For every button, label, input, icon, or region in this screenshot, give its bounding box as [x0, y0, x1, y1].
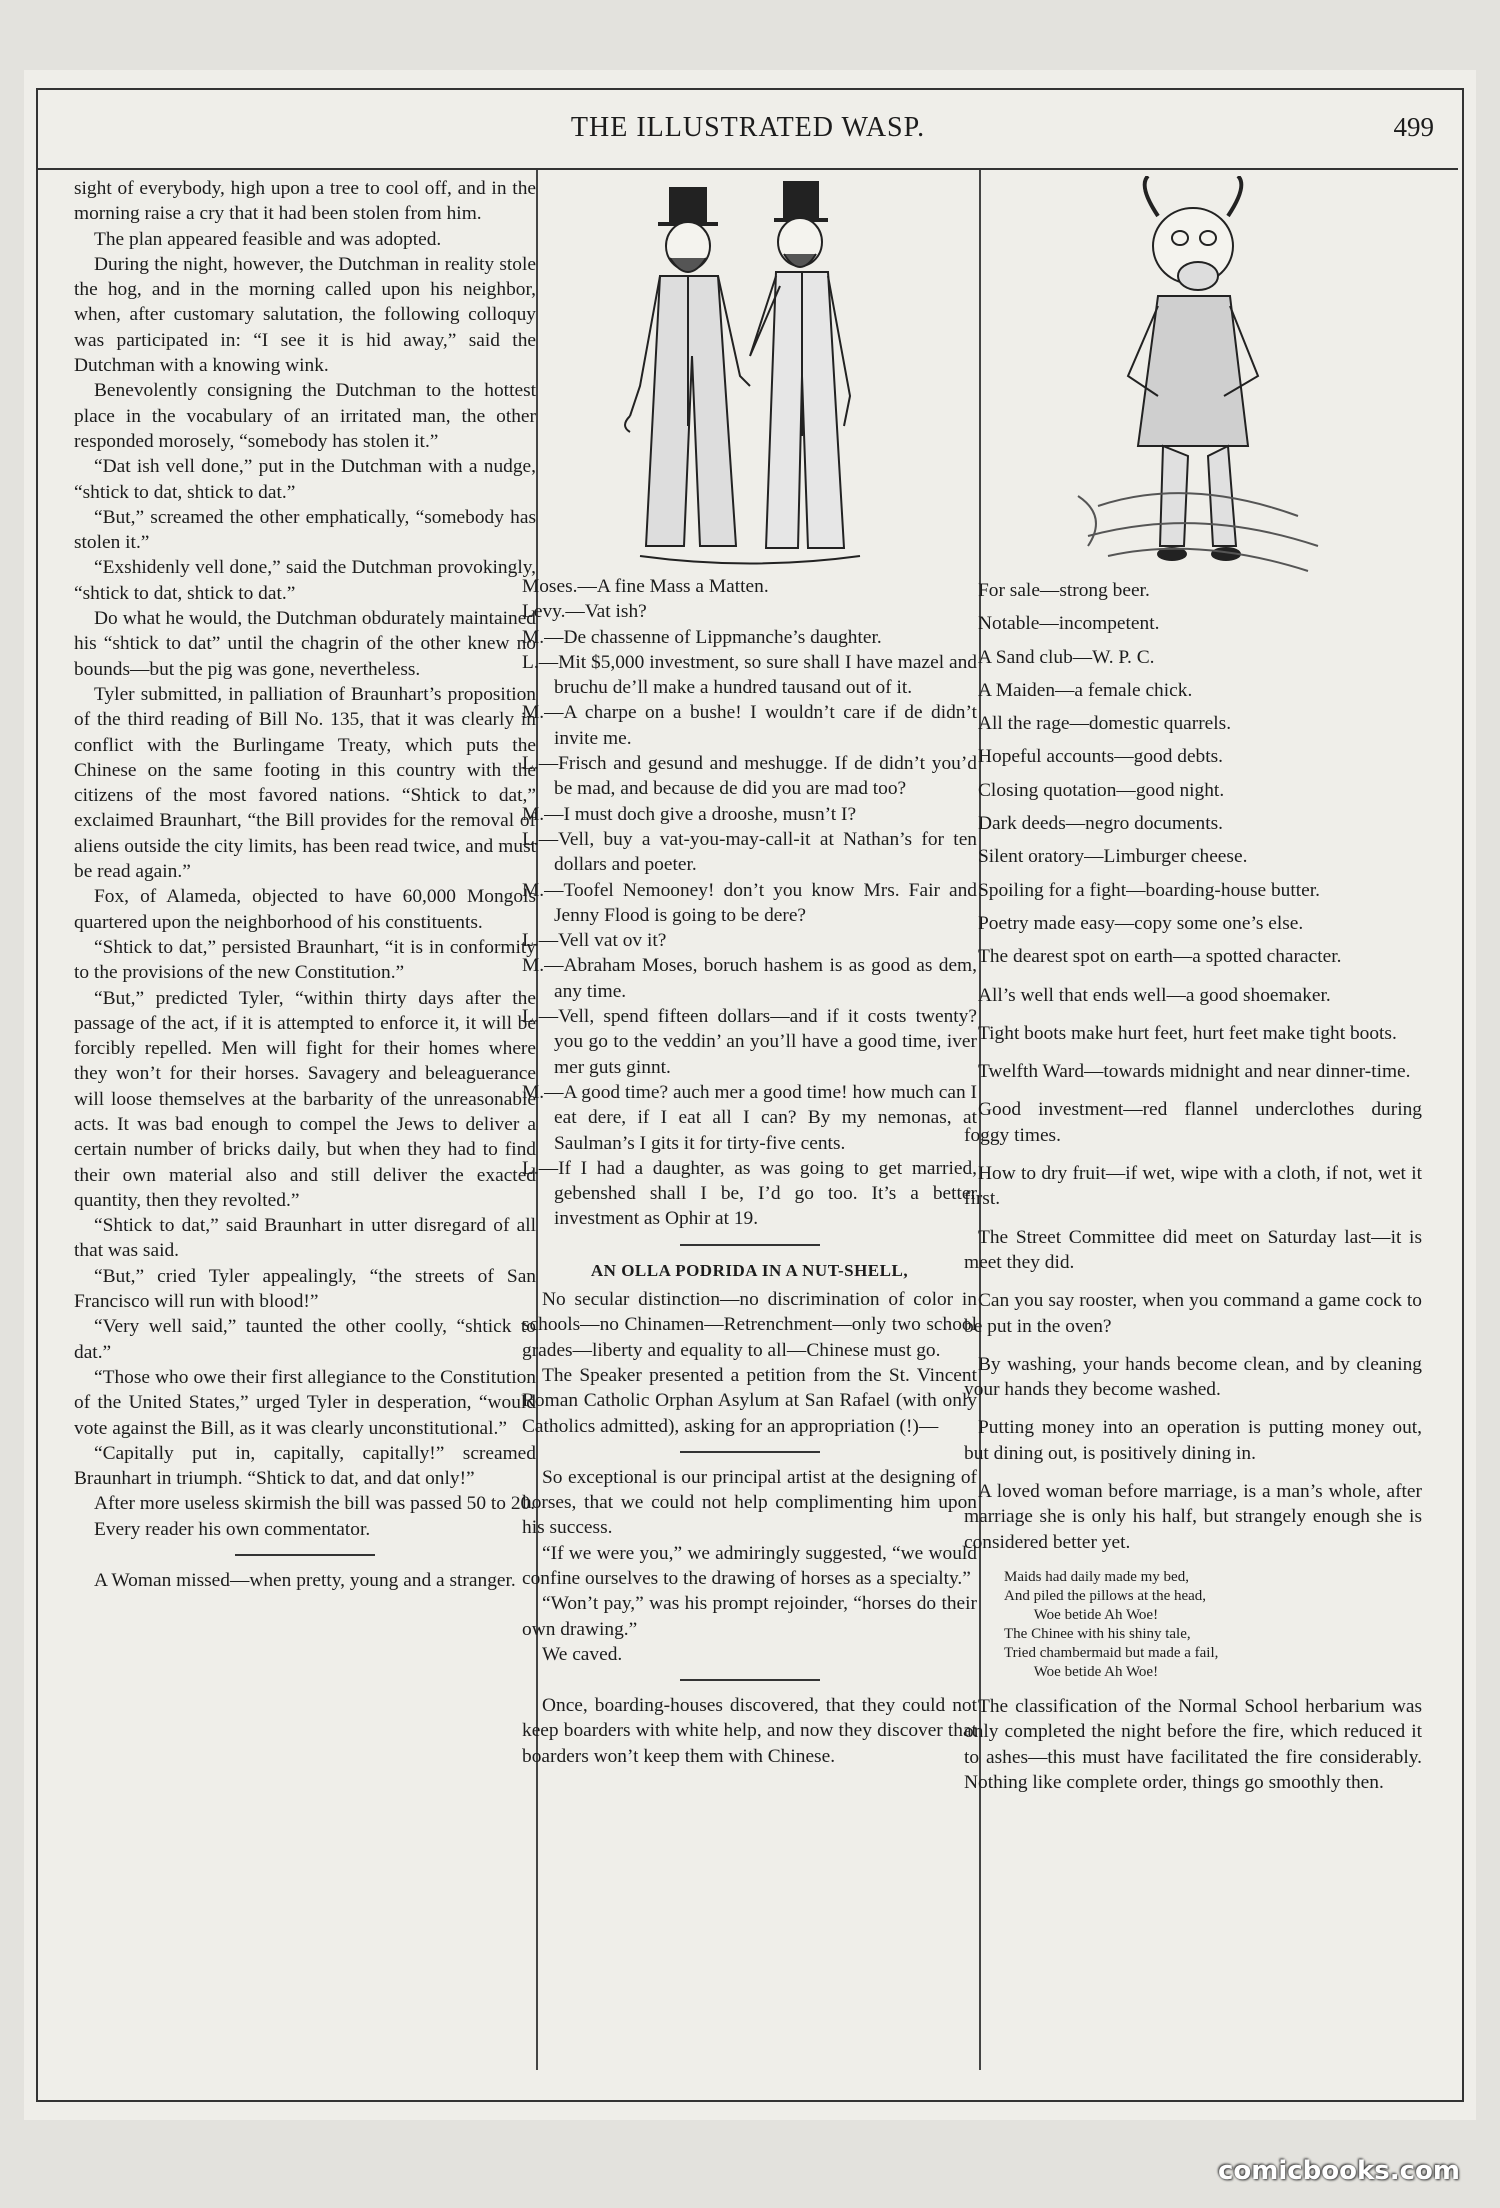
paragraph: Do what he would, the Dutchman obdurately maintained his “shtick to dat” until the chagrin of the other knew no bounds—but the pig was gone, nevertheless. — [74, 608, 536, 680]
paragraph: Every reader his own commentator. — [94, 1518, 371, 1540]
quip: A Maiden—a female chick. — [978, 679, 1193, 701]
separator-rule — [235, 1554, 375, 1556]
quip: The Street Committee did meet on Saturday last—it is meet they did. — [964, 1226, 1422, 1273]
dialogue-line: Levy.—Vat ish? — [522, 601, 647, 623]
dialogue-line: L.—Mit $5,000 investment, so sure shall I have mazel and bruchu de’ll make a hundred tausand out of it. — [522, 651, 977, 699]
paragraph: “But,” screamed the other emphatically, “somebody has stolen it.” — [74, 506, 536, 554]
page-header — [38, 98, 1458, 170]
dialogue-line: L.—If I had a daughter, as was going to get married, gebenshed shall I be, I’d go too. It’s a better investment as Ophir at 19. — [522, 1157, 977, 1230]
paragraph: No secular distinction—no discrimination of color in schools—no Chinamen—Retrenchment—only two school grades—liberty and equality to all—Chinese must go. — [522, 1289, 977, 1361]
paragraph: sight of everybody, high upon a tree to cool off, and in the morning raise a cry that it had been stolen from him. — [74, 178, 536, 225]
quip: A loved woman before marriage, is a man’s whole, after marriage she is only his half, but strangely enough she is considered better yet. — [964, 1481, 1422, 1553]
paragraph: “Very well said,” taunted the other coolly, “shtick to dat.” — [74, 1316, 536, 1363]
newspaper-page — [24, 70, 1476, 2120]
poem-line: Woe betide Ah Woe! — [1004, 1606, 1159, 1623]
separator-rule — [680, 1679, 820, 1681]
column-right — [964, 176, 1422, 1808]
poem-line: The Chinee with his shiny tale, — [1004, 1625, 1191, 1642]
quip: Poetry made easy—copy some one’s else. — [978, 912, 1304, 934]
paragraph: Tyler submitted, in palliation of Braunhart’s proposition of the third reading of Bill No. 135, that it was clearly in conflict with the Burlingame Treaty, which puts the Chinese on the same footing in this country with the citizens of the most favored nations. “Shtick to dat,” exclaimed Braunhart, “the Bill provides for the removal of aliens outside the city limits, has been read twice, and must be read again.” — [74, 683, 536, 883]
paragraph: During the night, however, the Dutchman in reality stole the hog, and in the morning called upon his neighbor, when, after customary salutation, the following colloquy was participated in: “I see it is hid away,” said the Dutchman with a knowing wink. — [74, 253, 536, 377]
paragraph: “Shtick to dat,” said Braunhart in utter disregard of all that was said. — [74, 1215, 536, 1262]
dialogue-line: M.—I must doch give a drooshe, musn’t I? — [522, 803, 857, 825]
separator-rule — [680, 1451, 820, 1453]
poem-line: Tried chambermaid but made a fail, — [1004, 1644, 1219, 1661]
poem-line: Maids had daily made my bed, — [1004, 1568, 1189, 1585]
paragraph: “If we were you,” we admiringly suggested, “we would confine ourselves to the drawing of horses as a specialty.” — [522, 1542, 977, 1589]
paragraph: The plan appeared feasible and was adopted. — [94, 228, 442, 250]
paragraph: “Shtick to dat,” persisted Braunhart, “it is in conformity to the provisions of the new Constitution.” — [74, 936, 536, 984]
quip: Twelfth Ward—towards midnight and near dinner-time. — [978, 1061, 1411, 1083]
cow-headed-man-illustration — [1048, 176, 1338, 578]
dialogue-line: M.—A charpe on a bushe! I wouldn’t care if de didn’t invite me. — [522, 702, 977, 749]
quip: Spoiling for a fight—boarding-house butter. — [978, 879, 1320, 901]
quip: All the rage—domestic quarrels. — [978, 713, 1232, 735]
column-left — [74, 176, 536, 1593]
page-number: 499 — [1393, 112, 1434, 142]
poem — [1004, 1568, 1422, 1682]
quip: Can you say rooster, when you command a game cock to be put in the oven? — [964, 1290, 1422, 1337]
paragraph: “Dat ish vell done,” put in the Dutchman with a nudge, “shtick to dat, shtick to dat.” — [74, 456, 536, 503]
quip: Closing quotation—good night. — [978, 779, 1225, 801]
dialogue-block — [522, 574, 977, 1232]
dialogue-line: L.—Vell vat ov it? — [522, 930, 667, 952]
paragraph: Fox, of Alameda, objected to have 60,000 Mongols quartered upon the neighborhood of his constituents. — [74, 886, 536, 933]
dialogue-line: M.—A good time? auch mer a good time! how much can I eat dere, if I eat all I can? By my nemonas, at Saulman’s I gits it for tirty-five cents. — [522, 1081, 977, 1154]
paragraph: “Those who owe their first allegiance to the Constitution of the United States,” urged Tyler in desperation, “would vote against the Bill, as it was clearly unconstitutional.” — [74, 1366, 536, 1439]
quip: Notable—incompetent. — [978, 613, 1160, 635]
dialogue-line: M.—De chassenne of Lippmanche’s daughter. — [522, 626, 882, 648]
paragraph: “Exshidenly vell done,” said the Dutchman provokingly, “shtick to dat, shtick to dat.” — [74, 557, 536, 604]
paragraph: The Speaker presented a petition from the St. Vincent Roman Catholic Orphan Asylum at San Rafael (with only Catholics admitted), asking for an appropriation (!)— — [522, 1364, 977, 1437]
watermark: comicbooks.com — [1217, 2156, 1460, 2186]
dialogue-line: L.—Vell, buy a vat-you-may-call-it at Nathan’s for ten dollars and poeter. — [522, 828, 977, 876]
masthead-title: THE ILLUSTRATED WASP. — [570, 112, 926, 143]
paragraph: A Woman missed—when pretty, young and a stranger. — [94, 1570, 516, 1592]
dialogue-line: M.—Toofel Nemooney! don’t you know Mrs. Fair and Jenny Flood is going to be dere? — [522, 879, 977, 926]
section-heading: AN OLLA PODRIDA IN A NUT-SHELL, — [590, 1260, 909, 1280]
quip: Dark deeds—negro documents. — [978, 813, 1224, 835]
poem-line: Woe betide Ah Woe! — [1004, 1663, 1159, 1680]
quip: By washing, your hands become clean, and by cleaning your hands they become washed. — [964, 1353, 1422, 1401]
paragraph: So exceptional is our principal artist at the designing of horses, that we could not help complimenting him upon his success. — [522, 1466, 977, 1539]
paragraph: We caved. — [542, 1643, 623, 1665]
paragraph: Once, boarding-houses discovered, that they could not keep boarders with white help, and now they discover that boarders won’t keep them with Chinese. — [522, 1695, 977, 1767]
dialogue-line: Moses.—A fine Mass a Matten. — [522, 576, 769, 597]
paragraph: Benevolently consigning the Dutchman to the hottest place in the vocabulary of an irritated man, the other responded morosely, “somebody has stolen it.” — [74, 380, 536, 452]
quip: A Sand club—W. P. C. — [978, 646, 1155, 668]
quip: Putting money into an operation is putting money out, but dining out, is positively dining in. — [964, 1417, 1422, 1464]
paragraph: “But,” predicted Tyler, “within thirty days after the passage of the act, if it is attempted to enforce it, it will be forcibly repelled. Men will fight for their homes where they won’t for their horses. Savagery and beleaguerance will loose themselves at the barbarity of the unreasonable acts. It was bad enough to compel the Jews to deliver a certain number of bricks daily, but when they had to find their own material also and still deliver the exacted quantity, then they revolted.” — [74, 987, 536, 1211]
paragraph: “Capitally put in, capitally, capitally!” screamed Braunhart in triumph. “Shtick to dat, and dat only!” — [74, 1442, 536, 1490]
separator-rule — [680, 1244, 820, 1246]
dialogue-line: L.—Vell, spend fifteen dollars—and if it costs twenty? you go to the veddin’ an you’ll have a good time, iver mer guts ginnt. — [522, 1006, 977, 1078]
dialogue-line: L.—Frisch and gesund and meshugge. If de didn’t you’d be mad, and because de did you are mad too? — [522, 753, 977, 800]
paragraph: After more useless skirmish the bill was passed 50 to 20. — [94, 1493, 536, 1515]
paragraph: “But,” cried Tyler appealingly, “the streets of San Francisco will run with blood!” — [74, 1265, 536, 1313]
dialogue-line: M.—Abraham Moses, boruch hashem is as good as dem, any time. — [522, 955, 977, 1002]
paragraph: The classification of the Normal School herbarium was only completed the night before the fire, which reduced it to ashes—this must have facilitated the fire considerably. Nothing like complete order, things go smoothly then. — [964, 1695, 1422, 1793]
poem-line: And piled the pillows at the head, — [1004, 1587, 1207, 1604]
column-middle — [522, 176, 977, 1769]
quip: Silent oratory—Limburger cheese. — [978, 846, 1248, 868]
quip: For sale—strong beer. — [978, 580, 1150, 601]
quip: All’s well that ends well—a good shoemaker. — [978, 984, 1331, 1006]
quip: How to dry fruit—if wet, wipe with a cloth, if not, wet it first. — [964, 1163, 1422, 1210]
quip: Hopeful accounts—good debts. — [978, 746, 1224, 768]
quip: Tight boots make hurt feet, hurt feet make tight boots. — [978, 1022, 1397, 1044]
moses-levy-illustration — [600, 176, 900, 574]
paragraph: “Won’t pay,” was his prompt rejoinder, “horses do their own drawing.” — [522, 1593, 977, 1640]
quip: The dearest spot on earth—a spotted character. — [978, 946, 1342, 968]
quip: Good investment—red flannel underclothes during foggy times. — [964, 1099, 1422, 1146]
